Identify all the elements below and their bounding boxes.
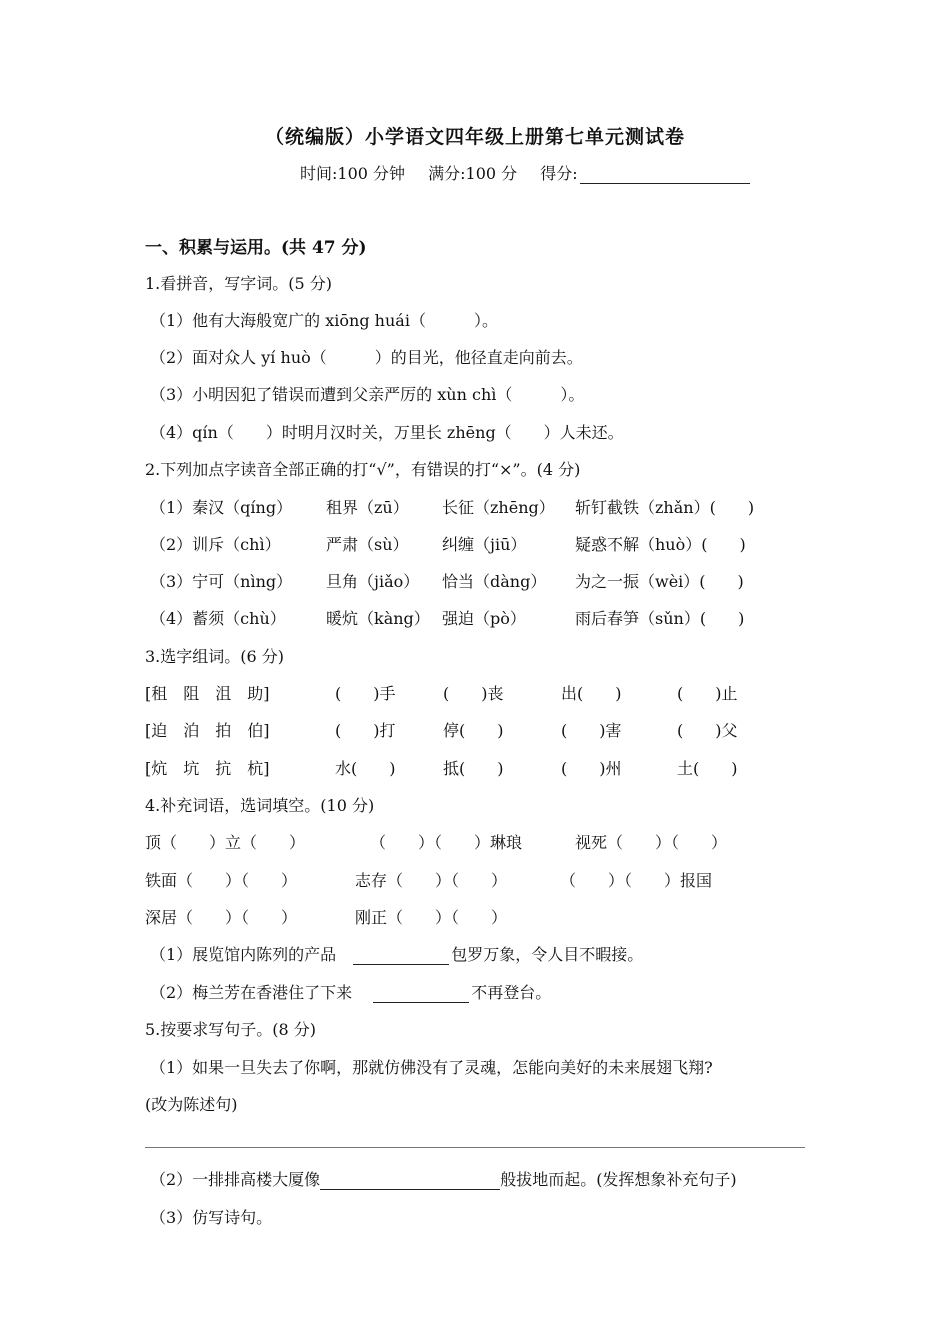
q2-cell: 为之一振（wèi）( ): [575, 572, 744, 591]
section-heading: 一、积累与运用。(共 47 分): [145, 238, 367, 258]
q2-cell: （4）蓄须（chù）: [150, 609, 286, 628]
q2-cell: 租界（zū）: [326, 498, 409, 517]
q2-cell: 旦角（jiǎo）: [326, 572, 420, 591]
q3-cell: ( )打: [335, 721, 396, 740]
q2-cell: 暖炕（kàng）: [326, 609, 430, 628]
q4-cell: 视死（ ）（ ）: [575, 833, 728, 852]
q4-cell: （ ）（ ）报国: [560, 871, 713, 890]
q4-cell: 顶（ ）立（ ）: [145, 833, 306, 852]
q3-cell: 土( ): [677, 759, 738, 778]
q3-char-set: [迫 泊 拍 伯]: [145, 721, 270, 740]
q5-item-3: （3）仿写诗句。: [150, 1208, 273, 1227]
q1-item-3: （3）小明因犯了错误而遭到父亲严厉的 xùn chì（ ）。: [150, 385, 585, 404]
q3-cell: 抵( ): [443, 759, 504, 778]
q2-cell: 疑惑不解（huò）( ): [575, 535, 746, 554]
q5-item-1-instruction: (改为陈述句): [145, 1095, 238, 1114]
q2-cell: （3）宁可（nìng）: [150, 572, 293, 591]
q4-fill-1-text-end: 包罗万象，令人目不暇接。: [451, 945, 644, 964]
q3-cell: 出( ): [561, 684, 622, 703]
q4-fill-1-text: （1）展览馆内陈列的产品: [150, 945, 337, 964]
question-3-title: 3.选字组词。(6 分): [145, 647, 285, 666]
q2-cell: （1）秦汉（qíng）: [150, 498, 293, 517]
q4-fill-2: [150, 980, 551, 1003]
q5-item-2-text-end: 般拔地而起。(发挥想象补充句子): [500, 1170, 737, 1189]
answer-blank[interactable]: [373, 986, 469, 1003]
question-2-title: 2.下列加点字读音全部正确的打“√”，有错误的打“×”。(4 分): [145, 460, 581, 479]
q3-cell: ( )害: [561, 721, 622, 740]
answer-line[interactable]: [145, 1147, 805, 1148]
q3-cell: ( )州: [561, 759, 622, 778]
question-1-title: 1.看拼音，写字词。(5 分): [145, 274, 333, 293]
q3-char-set: [租 阻 沮 助]: [145, 684, 270, 703]
q2-cell: 恰当（dàng）: [442, 572, 547, 591]
exam-meta: [300, 161, 750, 184]
q1-item-2: （2）面对众人 yí huò（ ）的目光，他径直走向前去。: [150, 348, 583, 367]
question-4-title: 4.补充词语，选词填空。(10 分): [145, 796, 375, 815]
q4-cell: 刚正（ ）（ ）: [355, 908, 508, 927]
page-title: （统编版）小学语文四年级上册第七单元测试卷: [264, 126, 685, 148]
q1-item-1: （1）他有大海般宽广的 xiōng huái（ ）。: [150, 311, 498, 330]
q3-cell: 停( ): [443, 721, 504, 740]
q3-char-set: [炕 坑 抗 杭]: [145, 759, 270, 778]
q4-fill-2-text-end: 不再登台。: [471, 983, 552, 1002]
q2-cell: 严肃（sù）: [326, 535, 409, 554]
q3-cell: ( )父: [677, 721, 738, 740]
exam-score-label: 得分:: [540, 164, 578, 183]
score-blank[interactable]: [580, 165, 750, 184]
q5-item-2: [150, 1167, 737, 1190]
answer-blank[interactable]: [320, 1173, 500, 1190]
q2-cell: 长征（zhēng）: [442, 498, 555, 517]
q4-fill-1: [150, 942, 643, 965]
q3-cell: 水( ): [335, 759, 396, 778]
answer-blank[interactable]: [353, 948, 449, 965]
q2-cell: （2）训斥（chì）: [150, 535, 281, 554]
q5-item-1: （1）如果一旦失去了你啊，那就仿佛没有了灵魂，怎能向美好的未来展翅飞翔?: [150, 1058, 713, 1077]
q4-cell: （ ）（ ）琳琅: [370, 833, 523, 852]
q4-cell: 铁面（ ）（ ）: [145, 871, 298, 890]
exam-time: 时间:100 分钟: [300, 164, 406, 183]
q3-cell: ( )丧: [443, 684, 504, 703]
q1-item-4: （4）qín（ ）时明月汉时关，万里长 zhēng（ ）人未还。: [150, 423, 624, 442]
q2-cell: 纠缠（jiū）: [442, 535, 527, 554]
q2-cell: 斩钉截铁（zhǎn）( ): [575, 498, 755, 517]
q2-cell: 雨后春笋（sǔn）( ): [575, 609, 745, 628]
q5-item-2-text: （2）一排排高楼大厦像: [150, 1170, 321, 1189]
question-5-title: 5.按要求写句子。(8 分): [145, 1020, 317, 1039]
q3-cell: ( )手: [335, 684, 396, 703]
q2-cell: 强迫（pò）: [442, 609, 526, 628]
q4-fill-2-text: （2）梅兰芳在香港住了下来: [150, 983, 353, 1002]
q4-cell: 志存（ ）（ ）: [355, 871, 508, 890]
exam-full-score: 满分:100 分: [428, 164, 518, 183]
q3-cell: ( )止: [677, 684, 738, 703]
q4-cell: 深居（ ）（ ）: [145, 908, 298, 927]
